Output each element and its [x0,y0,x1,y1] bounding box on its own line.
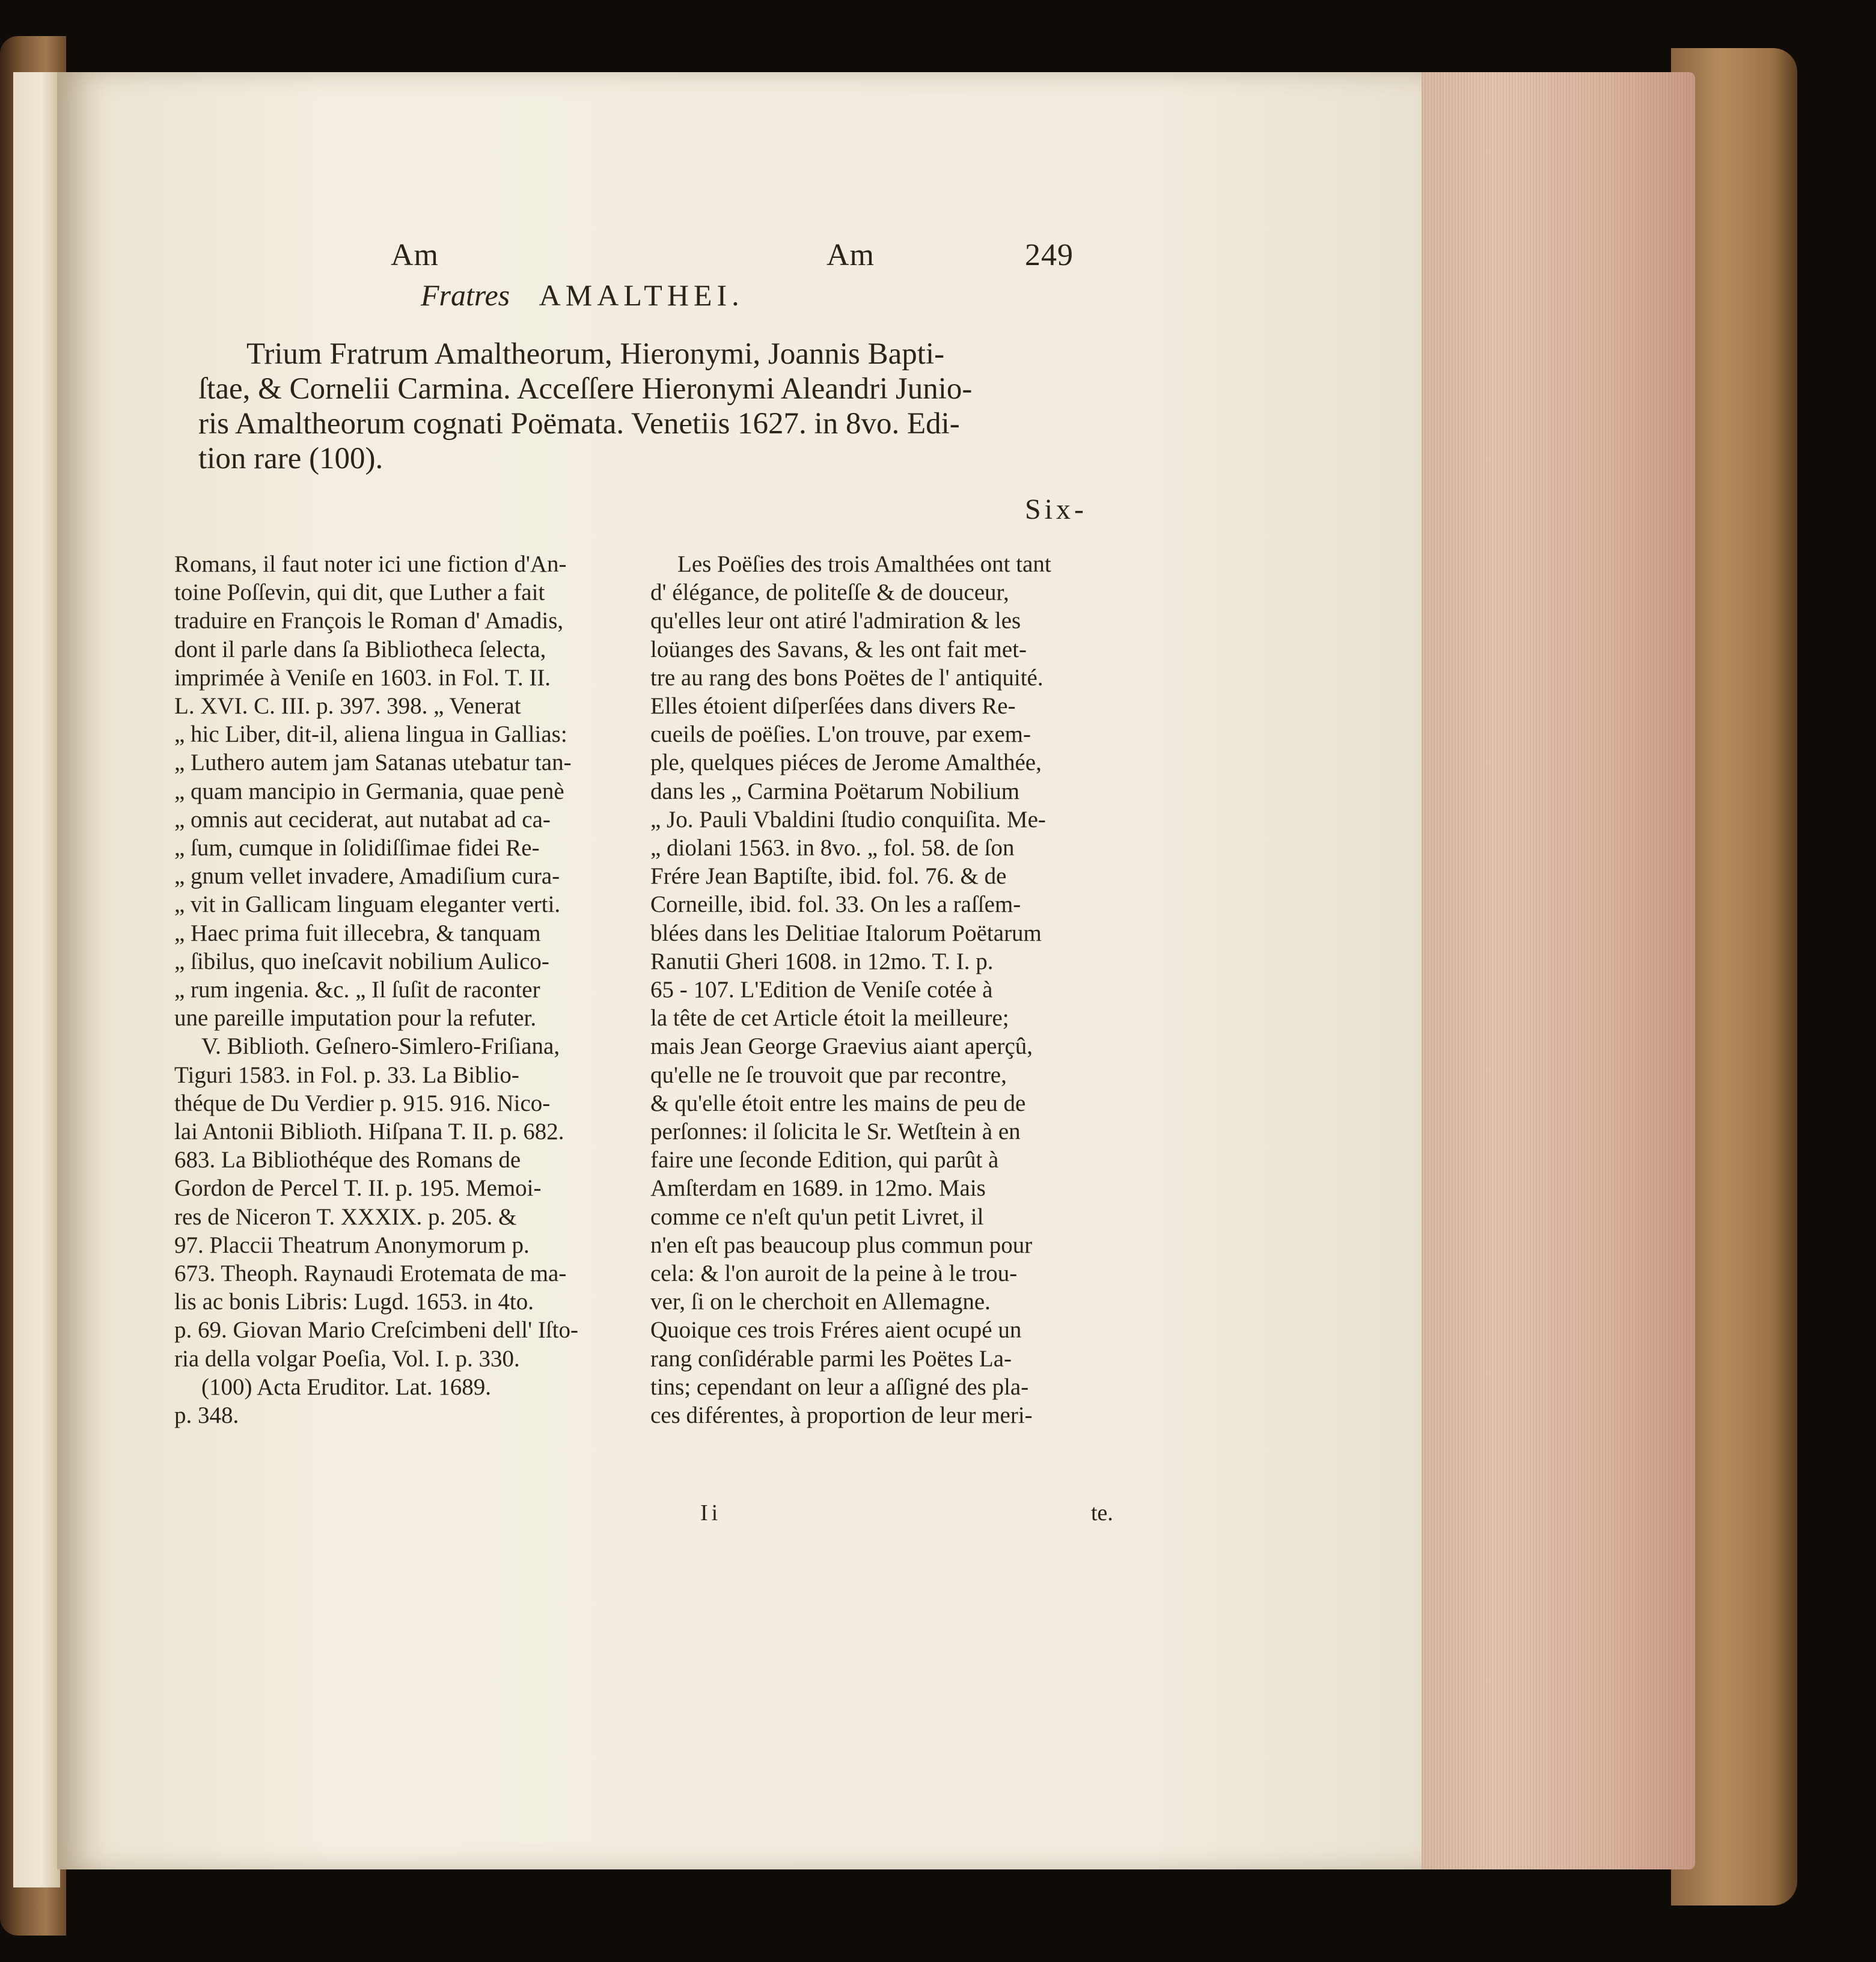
footnote-line: p. 348. [174,1402,239,1429]
text-line: ple, quelques piéces de Jerome Amalthée, [650,750,1042,776]
text-line: lai Antonii Biblioth. Hiſpana T. II. p. 682. [174,1119,564,1145]
text-line: Gordon de Percel T. II. p. 195. Memoi- [174,1175,542,1202]
entry-line: ris Amaltheorum cognati Poëmata. Venetiis 1627. in 8vo. Edi- [198,407,960,441]
entry-title [421,278,744,313]
text-line: blées dans les Delitiae Italorum Poëtarum [650,920,1042,946]
text-line: ces diférentes, à proportion de leur meri- [650,1402,1033,1429]
text-line: Tiguri 1583. in Fol. p. 33. La Biblio- [174,1062,519,1088]
text-line: faire une ſeconde Edition, qui parût à [650,1147,999,1173]
entry-line: tion rare (100). [198,442,383,475]
text-line: Les Poëſies des trois Amalthées ont tant [677,551,1051,577]
text-line: „ rum ingenia. &c. „ Il ſuſit de raconter [174,977,540,1003]
running-head-left: Am [391,238,439,272]
text-line: qu'elles leur ont atiré l'admiration & les [650,608,1021,634]
text-line: comme ce n'eſt qu'un petit Livret, il [650,1203,984,1230]
text-line: cueils de poëſies. L'on trouve, par exem- [650,721,1031,748]
text-line: tre au rang des bons Poëtes de l' antiquité. [650,664,1043,691]
text-line: Quoique ces trois Fréres aient ocupé un [650,1317,1022,1343]
text-line: 97. Placcii Theatrum Anonymorum p. [174,1232,530,1258]
text-line: Romans, il faut noter ici une fiction d'An- [174,551,567,577]
text-line: cela: & l'on auroit de la peine à le trou- [650,1261,1018,1287]
text-line: lis ac bonis Libris: Lugd. 1653. in 4to. [174,1289,534,1315]
entry-line: ſtae, & Cornelii Carmina. Acceſſere Hieronymi Aleandri Junio- [198,372,973,406]
text-line: „ ſibilus, quo ineſcavit nobilium Aulico- [174,948,549,974]
text-line: „ ſum, cumque in ſolidiſſimae fidei Re- [174,835,540,861]
text-line: 65 - 107. L'Edition de Veniſe cotée à [650,977,993,1003]
footnote-line: (100) Acta Eruditor. Lat. 1689. [201,1374,491,1400]
text-line: V. Biblioth. Geſnero-Simlero-Friſiana, [201,1033,560,1060]
title-prefix: Fratres [421,278,510,312]
title-name: AMALTHEI. [539,278,744,312]
text-line: & qu'elle étoit entre les mains de peu de [650,1090,1026,1116]
text-line: 683. La Bibliothéque des Romans de [174,1147,521,1173]
entry-heading [198,337,1100,476]
text-line: traduire en François le Roman d' Amadis, [174,608,564,634]
text-line: „ Jo. Pauli Vbaldini ſtudio conquiſita. Me- [650,806,1046,833]
text-line: Ranutii Gheri 1608. in 12mo. T. I. p. [650,948,994,974]
text-line: ria della volgar Poeſia, Vol. I. p. 330. [174,1345,520,1372]
text-line: „ Luthero autem jam Satanas utebatur tan- [174,750,572,776]
left-page-edge [13,72,60,1887]
text-line: „ hic Liber, dit-il, aliena lingua in Gallias: [174,721,567,748]
text-line: rang conſidérable parmi les Poëtes La- [650,1345,1012,1372]
text-line: Frére Jean Baptiſte, ibid. fol. 76. & de [650,863,1007,890]
text-line: „ gnum vellet invadere, Amadiſium cura- [174,863,560,890]
text-line: une pareille imputation pour la refuter. [174,1005,537,1031]
text-line: res de Niceron T. XXXIX. p. 205. & [174,1203,517,1230]
text-line: n'en eſt pas beaucoup plus commun pour [650,1232,1033,1258]
text-line: „ Haec prima fuit illecebra, & tanquam [174,920,541,946]
text-line: „ vit in Gallicam linguam eleganter verti. [174,891,561,918]
text-line: tins; cependant on leur a aſſigné des pla- [650,1374,1029,1400]
running-head-center: Am [826,238,875,272]
text-line: „ omnis aut ceciderat, aut nutabat ad ca- [174,806,551,833]
text-line: dont il parle dans ſa Bibliotheca ſelecta, [174,636,546,662]
text-line: 673. Theoph. Raynaudi Erotemata de ma- [174,1261,567,1287]
text-line: Elles étoient diſperſées dans divers Re- [650,693,1016,720]
text-line: Amſterdam en 1689. in 12mo. Mais [650,1175,986,1202]
page-number: 249 [1025,238,1074,272]
text-line: L. XVI. C. III. p. 397. 398. „ Venerat [174,693,521,720]
text-line: dans les „ Carmina Poëtarum Nobilium [650,778,1020,804]
left-column [174,550,640,1429]
text-line: Corneille, ibid. fol. 33. On les a raſſem- [650,891,1021,918]
text-line: perſonnes: il ſolicita le Sr. Wetſtein à en [650,1119,1021,1145]
text-line: loüanges des Savans, & les ont fait met- [650,636,1027,662]
text-line: ver, ſi on le cherchoit en Allemagne. [650,1289,991,1315]
text-line: toine Poſſevin, qui dit, que Luther a fait [174,579,545,606]
catchword-top: Six- [1025,494,1088,525]
text-line: „ diolani 1563. in 8vo. „ fol. 58. de ſon [650,835,1015,861]
signature-mark: Ii [700,1500,722,1526]
text-line: théque de Du Verdier p. 915. 916. Nico- [174,1090,551,1116]
text-line: d' élégance, de politeſſe & de douceur, [650,579,1009,606]
text-line: la tête de cet Article étoit la meilleure; [650,1005,1009,1031]
right-column [650,550,1116,1429]
page-block-edge [1413,72,1695,1869]
text-line: p. 69. Giovan Mario Creſcimbeni dell' Iſto- [174,1317,579,1343]
text-line: mais Jean George Graevius aiant aperçû, [650,1033,1033,1060]
entry-line: Trium Fratrum Amaltheorum, Hieronymi, Joannis Bapti- [246,337,945,371]
text-line: qu'elle ne ſe trouvoit que par recontre, [650,1062,1007,1088]
text-line: „ quam mancipio in Germania, quae penè [174,778,564,804]
catchword-bottom: te. [1091,1500,1113,1526]
text-line: imprimée à Veniſe en 1603. in Fol. T. II. [174,664,551,691]
